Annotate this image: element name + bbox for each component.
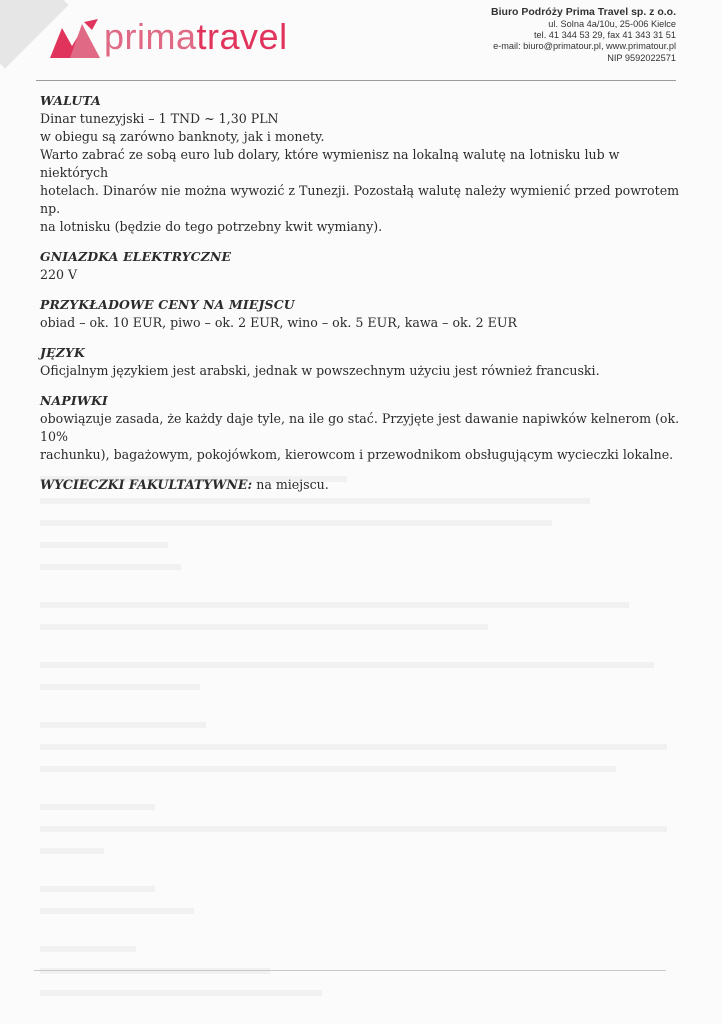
wycieczki-text: na miejscu.	[256, 477, 329, 492]
company-contact: e-mail: biuro@primatour.pl, www.primatour.pl	[493, 41, 676, 52]
logo-wordmark	[104, 16, 288, 58]
section-waluta	[40, 92, 680, 236]
company-name: Biuro Podróży Prima Travel sp. z o.o.	[491, 6, 676, 18]
header-divider	[36, 80, 676, 81]
waluta-line: Dinar tunezyjski – 1 TND ~ 1,30 PLN	[40, 111, 279, 126]
bleed-through-texture	[40, 460, 680, 996]
section-napiwki	[40, 392, 680, 464]
heading-wycieczki: WYCIECZKI FAKULTATYWNE:	[40, 477, 253, 492]
section-gniazdka	[40, 248, 680, 284]
footer-divider	[34, 970, 666, 971]
waluta-line: hotelach. Dinarów nie można wywozić z Tunezji. Pozostałą walutę należy wymienić przed powrotem np.	[40, 183, 680, 216]
heading-waluta: WALUTA	[40, 93, 101, 108]
heading-gniazdka: GNIAZDKA ELEKTRYCZNE	[40, 249, 232, 264]
waluta-line: Warto zabrać ze sobą euro lub dolary, które wymienisz na lokalną walutę na lotnisku lub w niektórych	[40, 147, 620, 180]
section-ceny	[40, 296, 680, 332]
jezyk-text: Oficjalnym językiem jest arabski, jednak w powszechnym użyciu jest również francuski.	[40, 363, 600, 378]
waluta-line: w obiegu są zarówno banknoty, jak i monety.	[40, 129, 325, 144]
logo-text-prima: prima	[104, 16, 197, 57]
company-address: ul. Solna 4a/10u, 25-006 Kielce	[548, 19, 676, 29]
heading-napiwki: NAPIWKI	[40, 393, 108, 408]
napiwki-line: rachunku), bagażowym, pokojówkom, kierowcom i przewodnikom obsługującym wycieczki lokalne.	[40, 447, 674, 462]
logo-mark-icon	[48, 18, 102, 60]
heading-ceny: PRZYKŁADOWE CENY NA MIEJSCU	[40, 297, 295, 312]
company-nip: NIP 9592022571	[607, 52, 676, 63]
company-info	[491, 6, 676, 64]
section-jezyk	[40, 344, 680, 380]
gniazdka-text: 220 V	[40, 267, 78, 282]
waluta-line: na lotnisku (będzie do tego potrzebny kwit wymiany).	[40, 219, 383, 234]
heading-jezyk: JĘZYK	[40, 345, 85, 360]
company-phone: tel. 41 344 53 29, fax 41 343 31 51	[533, 30, 676, 41]
logo-text-travel: travel	[196, 16, 288, 57]
document-body	[40, 92, 680, 506]
ceny-text: obiad – ok. 10 EUR, piwo – ok. 2 EUR, wino – ok. 5 EUR, kawa – ok. 2 EUR	[40, 315, 517, 330]
napiwki-line: obowiązuje zasada, że każdy daje tyle, na ile go stać. Przyjęte jest dawanie napiwków kelnerom (ok. 10%	[40, 411, 680, 444]
